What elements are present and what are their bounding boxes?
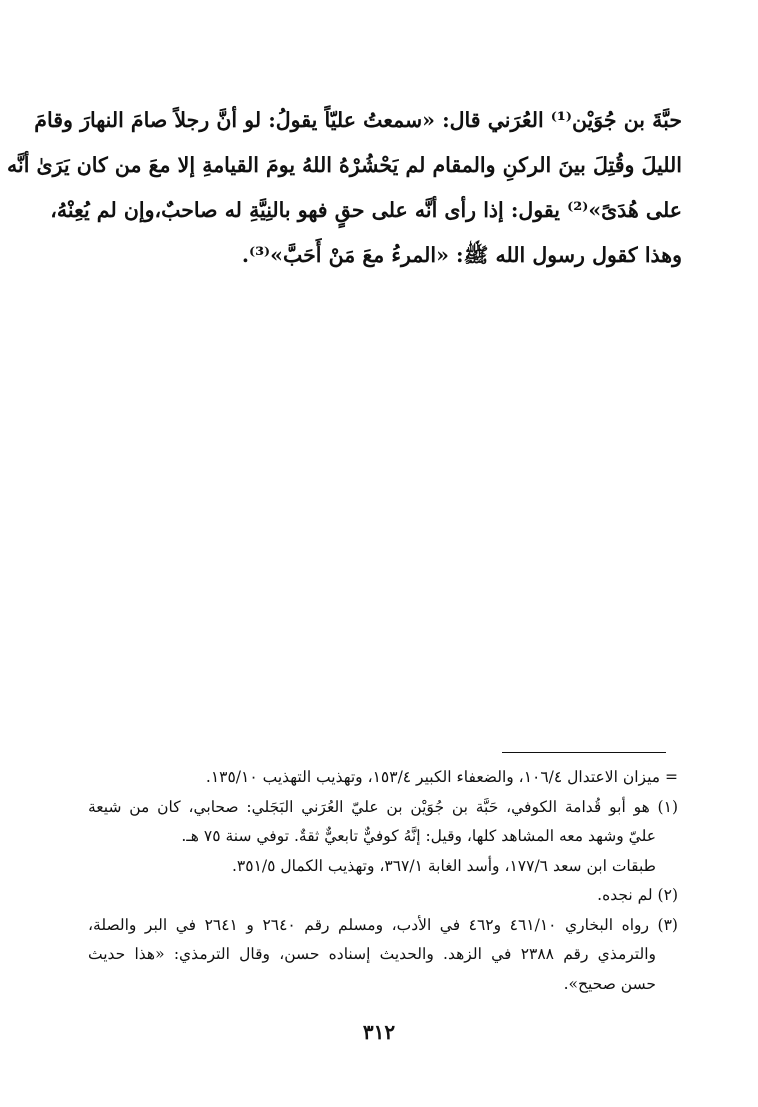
main-text-block bbox=[7, 98, 682, 278]
footnote-line: عليّ وشهد معه المشاهد كلها، وقيل: إنَّهُ كوفيٌّ تابعيٌّ ثقةٌ. توفي سنة ٧٥ هـ. bbox=[181, 827, 656, 845]
footnotes-block bbox=[88, 763, 678, 999]
main-text-line: الليلَ وقُتِلَ بينَ الركنِ والمقام لم يَحْشُرْهُ اللهُ يومَ القيامةِ إلا معَ من كان يَرَىٰ أنَّه bbox=[7, 153, 682, 177]
main-text-line: على هُدَىً»⁽²⁾ يقول: إذا رأى أنَّه على حقٍ فهو بالنِيَّةِ له صاحبٌ،وإن لم يُعِنْهُ، bbox=[50, 198, 682, 222]
footnote-line: (٣) رواه البخاري ٤٦١/١٠ و٤٦٢ في الأدب، ومسلم رقم ٢٦٤٠ و ٢٦٤١ في البر والصلة، bbox=[88, 915, 678, 934]
footnote-separator bbox=[502, 752, 666, 753]
footnote-line: (٢) لم نجده. bbox=[597, 886, 678, 904]
main-text-line: وهذا كقول رسول الله ﷺ: «المرءُ معَ مَنْ أَحَبَّ»⁽³⁾. bbox=[241, 243, 682, 267]
footnote-line: طبقات ابن سعد ١٧٧/٦، وأسد الغابة ٣٦٧/١، وتهذيب الكمال ٣٥١/٥. bbox=[231, 856, 656, 875]
main-text-line: حبَّةَ بن جُوَيْن⁽¹⁾ العُرَني قال: «سمعتُ عليّاً يقولُ: لو أنَّ رجلاً صامَ النهارَ وقامَ bbox=[34, 108, 682, 132]
footnote-line: (١) هو أبو قُدامة الكوفي، حَبَّة بن جُوَيْن بن عليّ العُرَني البَجَلي: صحابي، كان من شيعة bbox=[88, 797, 678, 816]
footnote-line: والترمذي رقم ٢٣٨٨ في الزهد. والحديث إسناده حسن، وقال الترمذي: «هذا حديث bbox=[88, 945, 656, 963]
footnote-line: حسن صحيح». bbox=[563, 974, 656, 993]
footnote-line: = ميزان الاعتدال ١٠٦/٤، والضعفاء الكبير ١٥٣/٤، وتهذيب التهذيب ١٣٥/١٠. bbox=[205, 768, 678, 786]
page-number: ٣١٢ bbox=[362, 1020, 396, 1044]
